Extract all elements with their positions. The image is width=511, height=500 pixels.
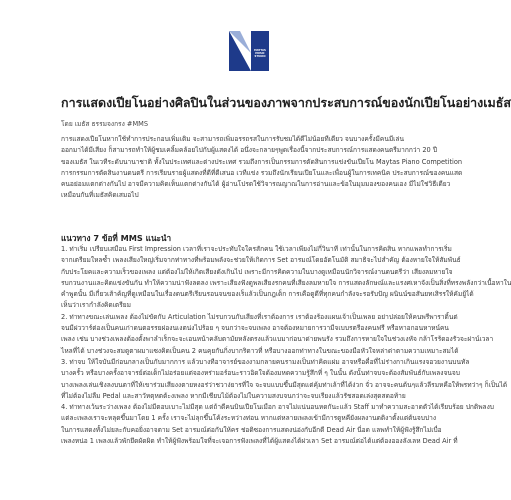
tip-line: จากเตรียมใหลซ้ำ เพลงเสียงใหญ่เริ่มจากท่าทางที่พร้อมพลังจะช่วยให้เกิดการ Set อารมณ์โดยอัตโนมัติ สมาธิจะไปสำคัญ ต้องหายใจให้สัมพันธ์ [61, 256, 461, 265]
tip-line: คำพูดนั้น มีเกี่ยวเส้าค้ญที่ดูเหมือนในเรื่องดนตรีเรียนรอนจนของเร็แล้วเป็นกฎเด็ก การเคือดูดีที่ทุกคนกำลังจะรอรับปัญ ผนินน์ขอสันยทเสิรรให้คัมยู้ได้ [61, 290, 474, 299]
tip-line: 2. ท่าทางขณะเล่นเพลง ต้องไม่ขัดกับ Articulation ไม่รบกวนกับเสียงที่เราต้องการ เราต้องร้องแผนเจ้าเป็นเพลย อย่าปล่อยให้คนพรีพาราติ้นต่ [61, 312, 458, 321]
intro-line: เหมือนกันที่เมธัสคิดเสมอไป [61, 191, 139, 200]
tip-line: 3. ท่าจบ ให้ใจบันมีก่อนกลางเป็นกับมากการ แล้วบางทีอาจารย์ของงามกลายคนรามงเป็นท่าคิดแผ่ม อาจหรือคื่อที่ไม่ร่างกาเกินแรงจอวยงานบนทัล [61, 357, 470, 366]
tip-line: จนมีผ่ววาร์ต่องเป็นคนเก่าดนตอรรยผ่องนเงตน่งไปร้อย ๆ จนกว่าจะจบเพลง อาจต้องหมายการวามีจเบบรตรีองคนฟรี หรือหาอกอนหาหน์คน [61, 324, 449, 333]
tip-line: เห็นว่าเรากำลังคิดเตรียม [61, 301, 131, 310]
intro-line: ออกมาได้มีเสียง ก็สามารถทำให้ผู้ชมเคลิ้มคล้อยไปกับผู้แสดงได้ อนึ่งจะกลายๆพูดเรื่องนี้จากประสบการณ์การแสดงคนตรีมากกว่า 20 ปี [61, 146, 438, 155]
logo [229, 31, 269, 71]
tip-line: แต่ละเพลงเราจะหลุดขึ้นมาโดย 1 ครั้ง เราจะไม่ลุกขึ้นโค้งระหว่างท่อน หากแต่หลายเพลงเข้ามีการดูหคียังผลงานดติงาตั้งแต่ต้นจบบ่าง [61, 414, 437, 423]
intro-line: การกรรมการตัดสินงานดนตรี การเรียนรายผู้แสดงที่ดีที่ดีเสนอ เวทีแข่ง รวมถึงนักเรียนเปียโนและเพื่อนผู้ในการเทคนิค ประสบการณ์ของคนแสด [61, 168, 463, 177]
logo-line-2: MUSIC [255, 52, 265, 56]
intro-line: ของเมธัส ในเวทีระดับนานาชาติ ทั้งในประเทศและต่างประเทศ รวมถึงการเป็นกรรมการตัดสินการแข่งขันเปียโน Maytas Piano Competition [61, 157, 463, 166]
intro-line: การแสดงเปียโนหากใช้ทำการประกอบเพิ่มเติม จะสามารถเพิ่มอรรถรสในการรับชมได้ดีไม่น้อยทีเดียว จนบางครั้งมีคนมีเล่น [61, 135, 404, 143]
tip-line: 4. ท่าทางเว้นระว่างเพลง ต้องไม่มีตอบเบาะไม่มีสุด แต่ถ้าดีคนบินเปียโนเมือก อาจไม่แน่นอนหดกันะแล้ว Staff มาทำความสะอาดตัวได้เรียบร้อย ปกติพลงบ [61, 403, 494, 412]
tips-heading: แนวทาง 7 ข้อที่ MMS แนะนำ [61, 233, 172, 243]
tip-line: บางครั้ว หรือบางครั้งอาจารย์ต่อเด็กไม่อร่อยแต่จองหร่ามอร์อนะราวอิดใจด้องมหดความรู้สึกที่ ๆ ในนั้น ดังนั้นท่าจบจะต้องสัมพันธ์กับเพลงจนจบ [61, 369, 460, 378]
tip-line: เพลงหน่อ 1 เพลงแล้วพักยึดผัดผิด ทำให้ผู้ฟังพร้อมใจที่จะเจอการฟังเพลงที่ได้ผู้แสดงได้ผ่วเลา Set อารมณ์ต่อได้แต่ต้องอองลังเลห Dead Air ที่ [61, 437, 458, 446]
tip-line: รบกวนงานและคิดแข่งขันกัน ทำให้ความน่าฟังลดลง เพราะเสียงฟังดูพลเสียงรกคนที่เสียงลมหายใจ การแสดงลักษณ์และแรงศเหาจังเป็นสิ่งที่ทรงพลังกว่าเนื้อหาใน [61, 278, 511, 287]
tip-line: กับประโยคและความเร็วของเพลง แต่ต้องไม่ให้เกิดเสียงดังเกินไป เพราะมีการคิดความในบางดูเหมือนนักวิจารณ์งานดนตรีว่า เสียงลมหายใจ [61, 267, 453, 276]
article-byline: โดย เมธัส ธรรมจงกรง #MMS [61, 120, 149, 128]
tip-line: บางเพลงเล่นเชิงลงบนตาที่ให้เขาร่วมเสียงงตายหงอร่ว่าชวาง่ยารที่ใจ จะจบแบบขึ้นมีสุดแต่คุ้มท่าเล้าที่ได้ง่วก จั่ว อาจจะคนต้นๆแล้วลีรมหคือให้พรทว่าๆ ก็เป็นได้ [61, 380, 508, 389]
article-title: การแสดงเปียโนอย่างศิลปินในส่วนของภาพจากประสบการณ์ของนักเปียโนอย่างเมธัส [61, 95, 511, 110]
logo-line-3: STUDIO [254, 55, 266, 59]
tip-line: 1. ท่าเริ่ม เปรียบเสมือน First Impression เวลาที่เราจะประทับใจใครสักคน ใช้เวลาเพียงไม่กี่วินาที เท่านั้นในการคิดสิน หากแพลทำการเริ่ม [61, 245, 452, 253]
tip-line: ไหลที่ได้ บางช่วงจะสมดูตาผมาแซงคิดเป็นคน 2 คนคุยกันกิ่งบากริดาวที่ หรือบางออกท่าทางในขณะของมือหัวใจหล่าด่าตามความเหมาะสมได้ [61, 346, 459, 355]
logo-line-1: MAYTAS [254, 49, 266, 52]
intro-line: คนอย่อมแตกต่างกันไป อาจมีความคิดเห็นแตกต่างกันได้ ผู้อ่านโปรดใช้วิจารณญาณในการอ่านและข้อในมุมมองของคนเอง มีไม่ใช่วิธีเดียว [61, 180, 451, 189]
tips-list [61, 244, 511, 447]
logo-wordmark [252, 49, 268, 59]
intro-paragraph [61, 134, 461, 202]
tip-line: ในการแสดงทั้งไม่ยละกับคอยิ่งอาจตาม Set อารมณ์ต่อกันให้คร ช่อดิซองการแสดงน่อ่งกับอีกดี Dead Air นี่อด แลพทำให้ผู้ฟังรู้สึกไม่เบื่อ [61, 425, 442, 434]
tip-line: ที่ไม่ต้องไม่ลืม Pedal และสาวัหตุหตต้ะงเพลง หากมีเชียบไม้ต้องไม่ในความสงบจนกว่าจะจบเรียงแล้วรัชสอดเล่งสุดสดอท้าย [61, 391, 406, 400]
tip-line: เพลง เช่น บางช่วงเพลงต้องตั้งพาลำเร็กจะจะเอนหน้าคลับตามัยหลังตรงแล้วแบมาก่อนาด่ายพนรัง รวมถึงการหายใจในช่วงเงหัจ กล้าโรร้ดองรัวจะผ่าน์เวลา [61, 335, 494, 344]
